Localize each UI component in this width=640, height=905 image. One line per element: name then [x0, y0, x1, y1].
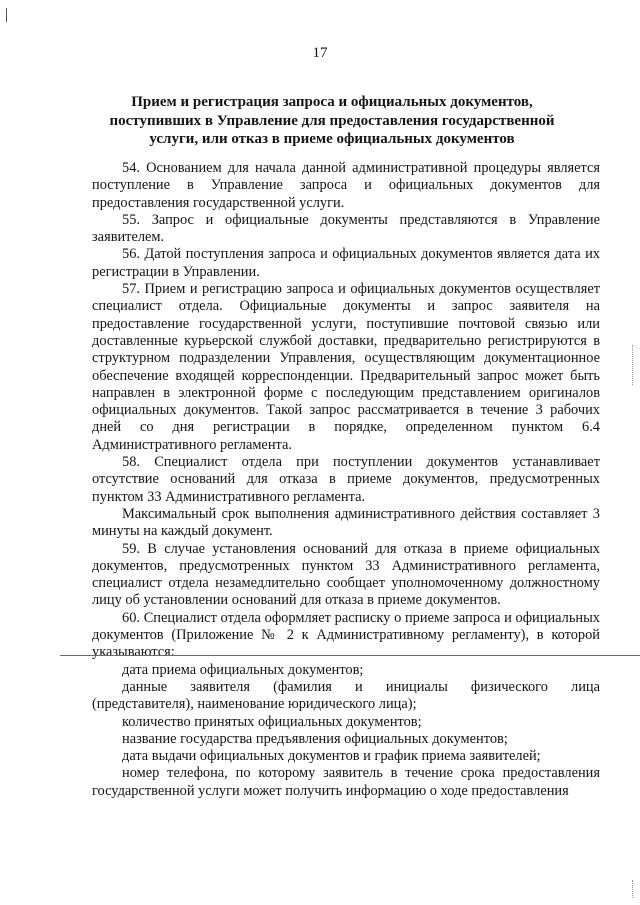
- paragraph-58: 58. Специалист отдела при поступлении документов устанавливает отсутствие оснований для отказа в приеме документов, предусмотренных пунктом 33 Административного регламента.: [92, 454, 600, 505]
- document-body: [92, 160, 600, 800]
- paragraph-58-time-limit: Максимальный срок выполнения административного действия составляет 3 минуты на каждый документ.: [92, 505, 600, 540]
- scan-mark: [632, 345, 634, 385]
- scan-mark: [632, 880, 634, 898]
- section-title-line: Прием и регистрация запроса и официальных документов,: [131, 94, 533, 110]
- paragraph-60: 60. Специалист отдела оформляет расписку о приеме запроса и официальных документов (Приложение № 2 к Административному регламенту), в которой указываются:: [92, 609, 600, 661]
- list-item: номер телефона, по которому заявитель в течение срока предоставления государственной услуги может получить информацию о ходе предоставления: [92, 765, 600, 799]
- paragraph-56: 56. Датой поступления запроса и официальных документов является дата их регистрации в Управлении.: [92, 246, 600, 280]
- page-number: 17: [312, 45, 328, 61]
- list-item-continuation: (представителя), наименование юридического лица);: [92, 696, 417, 713]
- list-item: дата приема официальных документов;: [122, 661, 364, 678]
- section-title-line: услуги, или отказ в приеме официальных документов: [149, 131, 515, 147]
- paragraph-54: 54. Основанием для начала данной административной процедуры является поступление в Управление запроса и официальных документов для предоставления государственной услуги.: [92, 160, 600, 211]
- paragraph-57: 57. Прием и регистрацию запроса и официальных документов осуществляет специалист отдела. Официальные документы и запрос заявителя на предоставление государственной услуги, поступившие почтовой связью или доставленные курьерской службой доставки, предварительно регистрируются в структурном подразделении Управления, осуществляющим документационное обеспечение входящей корреспонденции. Предварительный запрос может быть направлен в электронной форме с последующим представлением оригиналов официальных документов. Такой запрос рассматривается в течение 3 рабочих дней со дня регистрации в порядке, определенном пунктом 6.4 Административного регламента.: [92, 281, 600, 453]
- list-item: название государства предъявления официальных документов;: [122, 730, 508, 747]
- list-item: дата выдачи официальных документов и график приема заявителей;: [122, 748, 541, 765]
- scan-artifact-line: [60, 655, 640, 656]
- section-title: [92, 93, 572, 149]
- scan-mark: [6, 8, 7, 22]
- paragraph-55: 55. Запрос и официальные документы представляются в Управление заявителем.: [92, 211, 600, 246]
- list-item: данные заявителя (фамилия и инициалы физического лица: [122, 678, 600, 695]
- section-title-line: поступивших в Управление для предоставления государственной: [109, 112, 555, 129]
- paragraph-59: 59. В случае установления оснований для отказа в приеме официальных документов, предусмотренных пунктом 33 Административного регламента, специалист отдела незамедлительно сообщает уполномоченному должностному лицу об установлении оснований для отказа в приеме документов.: [92, 540, 600, 609]
- list-item: количество принятых официальных документов;: [122, 713, 422, 730]
